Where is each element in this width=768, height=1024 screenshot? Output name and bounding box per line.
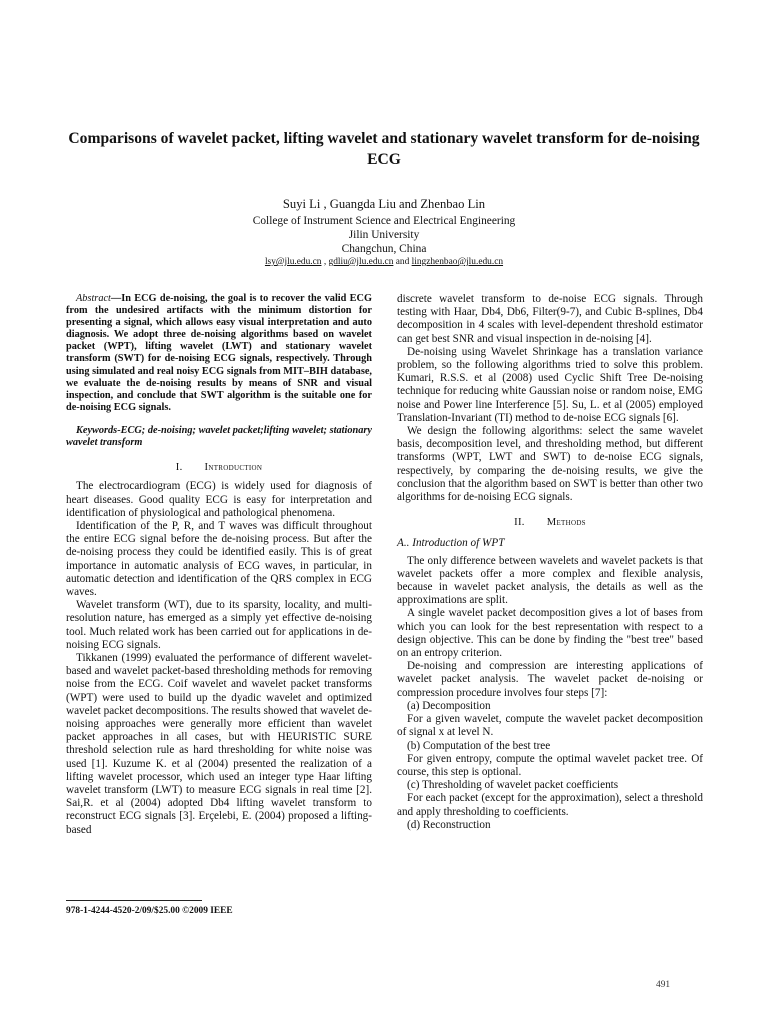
- section-heading-introduction: [66, 461, 372, 474]
- keywords: Keywords-ECG; de-noising; wavelet packet;lifting wavelet; stationary wavelet transform: [66, 424, 372, 449]
- author-block: [60, 196, 708, 269]
- abstract-text: In ECG de-noising, the goal is to recover the valid ECG from the undesired artifacts with the minimum distortion for presenting a signal, which allows easy visual interpretation and auto diagnosis. We adopt three de-noising algorithms based on wavelet packet (WPT), lifting wavelet (LWT) and stationary wavelet transform (SWT) for de-noising ECG signals, respectively. Through using simulated and real noisy ECG signals from MIT–BIH database, we evaluate the de-noising results by means of SNR and visual inspection, and conclude that SWT algorithm is the suitable one for de-noising ECG signals.: [66, 293, 372, 413]
- intro-paragraph: De-noising using Wavelet Shrinkage has a translation variance problem, so the following algorithms tried to solve this problem. Kumari, R.S.S. et al (2008) used Cyclic Shift Tree De-noising technique for reducing white Gaussian noise or random noise, EMG noise and Power line Interference [5]. Su, L. et al (2005) employed Translation-Invariant (TI) method to de-noise ECG signals [6].: [397, 345, 703, 424]
- methods-paragraph: For given entropy, compute the optimal wavelet packet tree. Of course, this step is optional.: [397, 752, 703, 778]
- section-title: Introduction: [204, 462, 263, 474]
- subsection-heading-wpt: A.. Introduction of WPT: [397, 537, 505, 550]
- methods-step-label: (a) Decomposition: [407, 699, 491, 712]
- methods-paragraph: For each packet (except for the approximation), select a threshold and apply thresholding to coefficients.: [397, 792, 703, 818]
- abstract-lead: Abstract: [76, 293, 111, 304]
- copyright-footer: 978-1-4244-4520-2/09/$25.00 ©2009 IEEE: [66, 906, 233, 916]
- intro-paragraph: Identification of the P, R, and T waves was difficult throughout the entire ECG signal before the de-noising process. But after the de-noising process they could be identified easily. This is of great importance in automatic analysis of ECG waves, in particular, in automatic detection and identification of the QRS complex in ECG waves.: [66, 519, 372, 598]
- methods-step-label: (d) Reconstruction: [407, 818, 491, 831]
- section-heading-methods: [397, 516, 703, 529]
- methods-paragraph: De-noising and compression are interesting applications of wavelet packet analysis. The wavelet packet de-noising or compression procedure involves four steps [7]:: [397, 660, 703, 699]
- email-separator-2: and: [393, 257, 412, 267]
- left-column: [66, 293, 372, 837]
- abstract: [66, 293, 372, 414]
- email-link-2[interactable]: gdliu@jlu.edu.cn: [328, 257, 394, 267]
- section-title: Methods: [546, 517, 586, 529]
- right-column: [397, 293, 703, 832]
- email-line: [60, 256, 708, 269]
- intro-paragraph: The electrocardiogram (ECG) is widely used for diagnosis of heart diseases. Good quality ECG is easy for interpretation and identification of physiological and pathological phenomena.: [66, 480, 372, 519]
- section-number: II.: [514, 517, 525, 529]
- email-link-3[interactable]: lingzhenbao@jlu.edu.cn: [411, 257, 504, 267]
- methods-paragraph: The only difference between wavelets and wavelet packets is that wavelet packets offer a more complex and flexible analysis, because in wavelet packet analysis, the details as well as the approximations are split.: [397, 554, 703, 607]
- author-names: Suyi Li , Guangda Liu and Zhenbao Lin: [282, 197, 486, 211]
- email-link-1[interactable]: lsy@jlu.edu.cn: [264, 257, 322, 267]
- page-number: 491: [656, 980, 671, 990]
- intro-paragraph: Wavelet transform (WT), due to its sparsity, locality, and multi-resolution nature, has emerged as a simply yet effective de-noising tool. Much related work has been carried out for applications in de-noising ECG signals.: [66, 599, 372, 651]
- email-separator-1: ,: [321, 257, 329, 267]
- intro-paragraph: Tikkanen (1999) evaluated the performance of different wavelet-based and wavelet packet-based thresholding methods for removing noise from the ECG. Coif wavelet and wavelet packet transforms (WPT) were used to build up the dyadic wavelet and optimized wavelet packet decompositions. The results showed that wavelet de-noising approaches were generally more efficient than wavelet packet approaches in all cases, but with HEURISTIC SURE threshold selection rule as hard thresholding for white noise was used [1]. Kuzume K. et al (2004) presented the realization of a lifting wavelet processor, which used an integer type Haar lifting wavelet transform (LWT) to measure ECG signals in real time [2]. Sai,R. et al (2004) adopted Db4 lifting wavelet transform to reconstruct ECG signals [3]. Erçelebi, E. (2004) proposed a lifting-based: [66, 651, 372, 836]
- methods-paragraph: For a given wavelet, compute the wavelet packet decomposition of signal x at level N.: [397, 713, 703, 739]
- affiliation: College of Instrument Science and Electrical Engineering: [252, 215, 516, 227]
- section-number: I.: [175, 462, 183, 474]
- intro-paragraph-continued: discrete wavelet transform to de-noise ECG signals. Through testing with Haar, Db4, Db6, Filter(9-7), and Cubic B-splines, Db4 decomposition in 4 scales with level-dependent threshold estimator can get best SNR and visual inspection in de-noising [4].: [397, 293, 703, 345]
- intro-paragraph: We design the following algorithms: select the same wavelet basis, decomposition level, and thresholding method, but different transforms (WPT, LWT and SWT) to de-noise ECG signals, respectively, by comparing the de-noising results, we give the conclusion that the algorithm based on SWT is better than other two algorithms for de-noising ECG signals.: [397, 425, 703, 504]
- city: Changchun, China: [341, 243, 427, 255]
- footer-divider: [66, 900, 202, 901]
- university: Jilin University: [348, 229, 420, 241]
- abstract-dash: —: [110, 293, 122, 304]
- methods-step-label: (c) Thresholding of wavelet packet coefficients: [407, 779, 619, 792]
- methods-paragraph: A single wavelet packet decomposition gives a lot of bases from which you can look for the best representation with respect to a design objective. This can be done by finding the "best tree" based on an entropy criterion.: [397, 607, 703, 660]
- methods-step-label: (b) Computation of the best tree: [407, 739, 551, 752]
- paper-title: Comparisons of wavelet packet, lifting wavelet and stationary wavelet transform for de-noising ECG: [68, 130, 700, 168]
